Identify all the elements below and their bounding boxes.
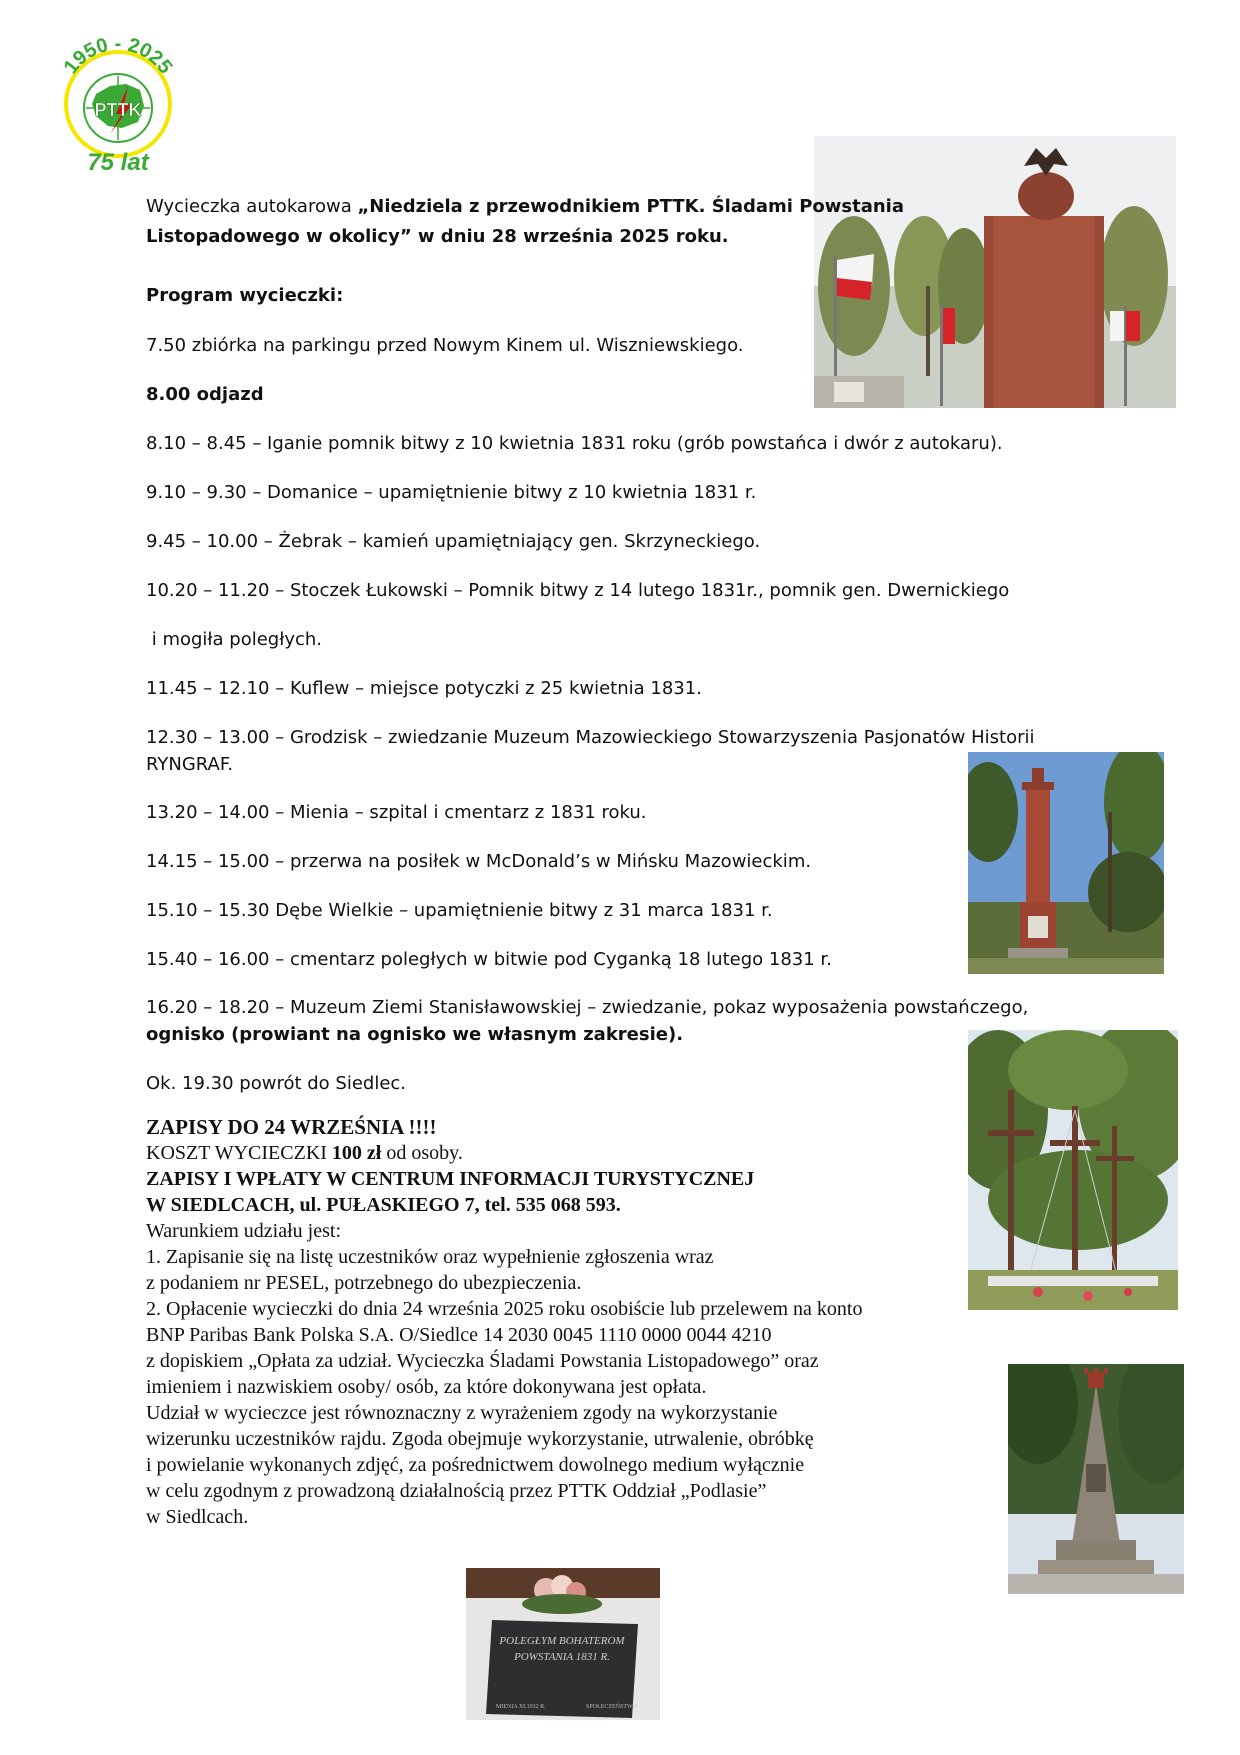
trip-title-line-1	[146, 193, 986, 221]
photo-brick-column	[968, 752, 1164, 974]
program-item: 13.20 – 14.00 – Mienia – szpital i cmentarz z 1831 roku.	[146, 802, 647, 823]
plaque-line-1: POLEGŁYM BOHATEROM	[499, 1635, 625, 1647]
cost-suffix: od osoby.	[381, 1142, 463, 1164]
photo-stone-obelisk	[1008, 1364, 1184, 1594]
program-item: 9.10 – 9.30 – Domanice – upamiętnienie bitwy z 10 kwietnia 1831 r.	[146, 482, 757, 503]
signup-location-line-1: ZAPISY I WPŁATY W CENTRUM INFORMACJI TURYSTYCZNEJ	[146, 1168, 755, 1190]
logo-anniversary: 75 lat	[87, 149, 149, 176]
consent-line: Udział w wycieczce jest równoznaczny z wyrażeniem zgody na wykorzystanie	[146, 1402, 778, 1424]
program-item: RYNGRAF.	[146, 754, 234, 775]
program-item: 16.20 – 18.20 – Muzeum Ziemi Stanisławowskiej – zwiedzanie, pokaz wyposażenia powstańczego,	[146, 997, 1029, 1018]
trip-cost	[146, 1140, 1066, 1166]
logo-years: 1950 - 2025	[59, 33, 177, 79]
program-item: 15.40 – 16.00 – cmentarz poległych w bitwie pod Cyganką 18 lutego 1831 r.	[146, 949, 832, 970]
program-item: 11.45 – 12.10 – Kuflew – miejsce potyczki z 25 kwietnia 1831.	[146, 678, 702, 699]
signup-deadline: ZAPISY DO 24 WRZEŚNIA !!!!	[146, 1115, 437, 1139]
trip-type: Wycieczka autokarowa	[146, 196, 358, 217]
program-item: 12.30 – 13.00 – Grodzisk – zwiedzanie Muzeum Mazowieckiego Stowarzyszenia Pasjonatów Historii	[146, 727, 1035, 748]
consent-line: w celu zgodnym z prowadzoną działalnością przez PTTK Oddział „Podlasie”	[146, 1480, 767, 1502]
plaque-small-right: SPOŁECZEŃSTWO	[586, 1704, 637, 1710]
signup-location-line-2: W SIEDLCACH, ul. PUŁASKIEGO 7, tel. 535 068 593.	[146, 1194, 621, 1216]
program-heading: Program wycieczki:	[146, 285, 344, 306]
consent-line: w Siedlcach.	[146, 1506, 249, 1528]
conditions-line: z podaniem nr PESEL, potrzebnego do ubezpieczenia.	[146, 1272, 582, 1294]
trip-title-line-2: Listopadowego w okolicy” w dniu 28 września 2025 roku.	[146, 226, 729, 247]
logo-name: PTTK	[94, 100, 142, 120]
program-item: 10.20 – 11.20 – Stoczek Łukowski – Pomnik bitwy z 14 lutego 1831r., pomnik gen. Dwernickiego	[146, 580, 1010, 601]
conditions-line: z dopiskiem „Opłata za udział. Wycieczka Śladami Powstania Listopadowego” oraz	[146, 1350, 819, 1372]
program-item: 14.15 – 15.00 – przerwa na posiłek w McDonald’s w Mińsku Mazowieckim.	[146, 851, 812, 872]
pttk-logo	[52, 30, 184, 178]
plaque-small-left: MIENIA XI.1932 R.	[496, 1704, 546, 1710]
photo-iganie-monument	[814, 136, 1176, 408]
program-item: 8.10 – 8.45 – Iganie pomnik bitwy z 10 kwietnia 1831 roku (grób powstańca i dwór z autokaru).	[146, 433, 1003, 454]
bank-account-line: BNP Paribas Bank Polska S.A. O/Siedlce 14 2030 0045 1110 0000 0044 4210	[146, 1324, 772, 1346]
program-item-return: Ok. 19.30 powrót do Siedlec.	[146, 1073, 407, 1094]
program-item: 15.10 – 15.30 Dębe Wielkie – upamiętnienie bitwy z 31 marca 1831 r.	[146, 900, 773, 921]
trip-title: „Niedziela z przewodnikiem PTTK. Śladami Powstania	[357, 196, 904, 217]
conditions-line: imieniem i nazwiskiem osoby/ osób, za które dokonywana jest opłata.	[146, 1376, 707, 1398]
program-item-departure: 8.00 odjazd	[146, 384, 264, 405]
cost-value: 100 zł	[331, 1142, 382, 1164]
conditions-line: Warunkiem udziału jest:	[146, 1220, 341, 1242]
svg-text:1950 - 2025	[60, 33, 177, 78]
conditions-line: 2. Opłacenie wycieczki do dnia 24 września 2025 roku osobiście lub przelewem na konto	[146, 1298, 863, 1320]
program-item: 9.45 – 10.00 – Żebrak – kamień upamiętniający gen. Skrzyneckiego.	[146, 531, 761, 552]
consent-line: wizerunku uczestników rajdu. Zgoda obejmuje wykorzystanie, utrwalenie, obróbkę	[146, 1428, 814, 1450]
conditions-line: 1. Zapisanie się na listę uczestników oraz wypełnienie zgłoszenia wraz	[146, 1246, 714, 1268]
plaque-line-2: POWSTANIA 1831 R.	[514, 1651, 610, 1663]
cost-label: KOSZT WYCIECZKI	[146, 1142, 332, 1164]
consent-line: i powielanie wykonanych zdjęć, za pośrednictwem dowolnego medium wyłącznie	[146, 1454, 805, 1476]
program-item: i mogiła poległych.	[146, 629, 323, 650]
photo-memorial-plaque	[466, 1568, 660, 1720]
program-item-bonfire: ognisko (prowiant na ognisko we własnym zakresie).	[146, 1024, 684, 1045]
program-item: 7.50 zbiórka na parkingu przed Nowym Kinem ul. Wiszniewskiego.	[146, 335, 744, 356]
